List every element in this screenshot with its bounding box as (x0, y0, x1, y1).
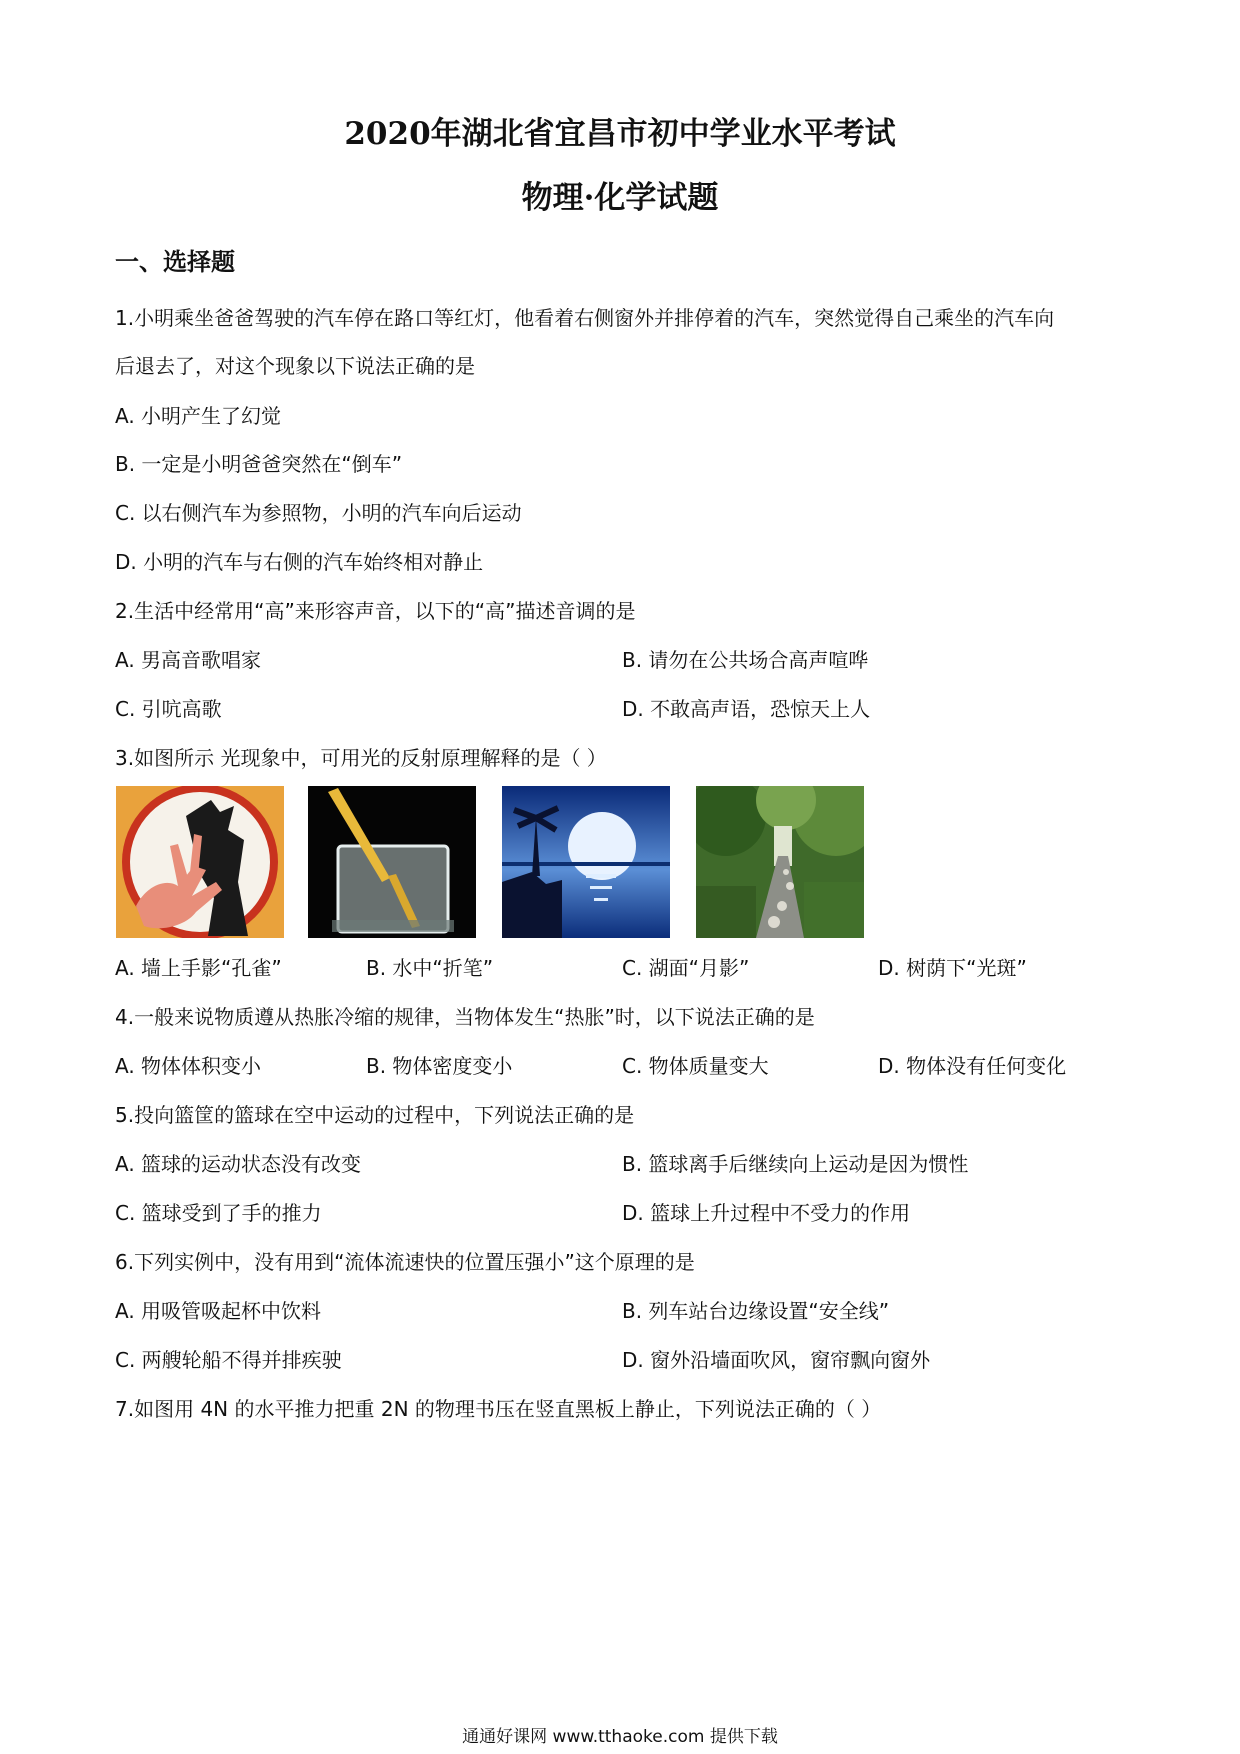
bent-pencil-image (308, 786, 476, 938)
q5-option-d: D. 篮球上升过程中不受力的作用 (622, 1201, 911, 1225)
section-heading: 一、选择题 (115, 247, 235, 276)
q2-option-d: D. 不敢高声语，恐惊天上人 (622, 697, 871, 721)
q3-option-b: B. 水中“折笔” (366, 956, 494, 980)
q6-option-a: A. 用吸管吸起杯中饮料 (115, 1299, 322, 1323)
q5-option-a: A. 篮球的运动状态没有改变 (115, 1152, 362, 1176)
q2-option-b: B. 请勿在公共场合高声喧哗 (622, 648, 869, 672)
q2-stem: 2.生活中经常用“高”来形容声音，以下的“高”描述音调的是 (115, 599, 636, 623)
download-footer: 通通好课网 www.tthaoke.com 提供下载 (462, 1727, 778, 1747)
q1-option-a: A. 小明产生了幻觉 (115, 404, 282, 428)
q4-option-c: C. 物体质量变大 (622, 1054, 769, 1078)
exam-title: 2020年湖北省宜昌市初中学业水平考试 (344, 116, 896, 152)
hand-shadow-image (116, 786, 284, 938)
q1-option-c: C. 以右侧汽车为参照物，小明的汽车向后运动 (115, 501, 522, 525)
q4-option-b: B. 物体密度变小 (366, 1054, 513, 1078)
q6-option-c: C. 两艘轮船不得并排疾驶 (115, 1348, 342, 1372)
exam-subtitle: 物理·化学试题 (521, 180, 719, 216)
q1-option-d: D. 小明的汽车与右侧的汽车始终相对静止 (115, 550, 484, 574)
q1-option-b: B. 一定是小明爸爸突然在“倒车” (115, 452, 403, 476)
q4-stem: 4.一般来说物质遵从热胀冷缩的规律，当物体发生“热胀”时，以下说法正确的是 (115, 1005, 815, 1029)
q5-option-c: C. 篮球受到了手的推力 (115, 1201, 322, 1225)
q4-option-d: D. 物体没有任何变化 (878, 1054, 1067, 1078)
q3-option-d: D. 树荫下“光斑” (878, 956, 1027, 980)
q6-option-b: B. 列车站台边缘设置“安全线” (622, 1299, 890, 1323)
q6-option-d: D. 窗外沿墙面吹风，窗帘飘向窗外 (622, 1348, 931, 1372)
q3-option-a: A. 墙上手影“孔雀” (115, 956, 282, 980)
tree-light-spots-image (696, 786, 864, 938)
q7-stem: 7.如图用 4N 的水平推力把重 2N 的物理书压在竖直黑板上静止，下列说法正确的（ ） (115, 1397, 882, 1421)
q2-option-c: C. 引吭高歌 (115, 697, 222, 721)
q1-stem-line1: 1.小明乘坐爸爸驾驶的汽车停在路口等红灯，他看着右侧窗外并排停着的汽车，突然觉得自己乘坐的汽车向 (115, 306, 1055, 330)
moon-reflection-image (502, 786, 670, 938)
q5-option-b: B. 篮球离手后继续向上运动是因为惯性 (622, 1152, 969, 1176)
q1-stem-line2: 后退去了，对这个现象以下说法正确的是 (115, 354, 475, 378)
q6-stem: 6.下列实例中，没有用到“流体流速快的位置压强小”这个原理的是 (115, 1250, 695, 1274)
q3-option-c: C. 湖面“月影” (622, 956, 750, 980)
q2-option-a: A. 男高音歌唱家 (115, 648, 262, 672)
q4-option-a: A. 物体体积变小 (115, 1054, 262, 1078)
q5-stem: 5.投向篮筐的篮球在空中运动的过程中，下列说法正确的是 (115, 1103, 635, 1127)
q3-stem: 3.如图所示 光现象中，可用光的反射原理解释的是（ ） (115, 746, 607, 770)
